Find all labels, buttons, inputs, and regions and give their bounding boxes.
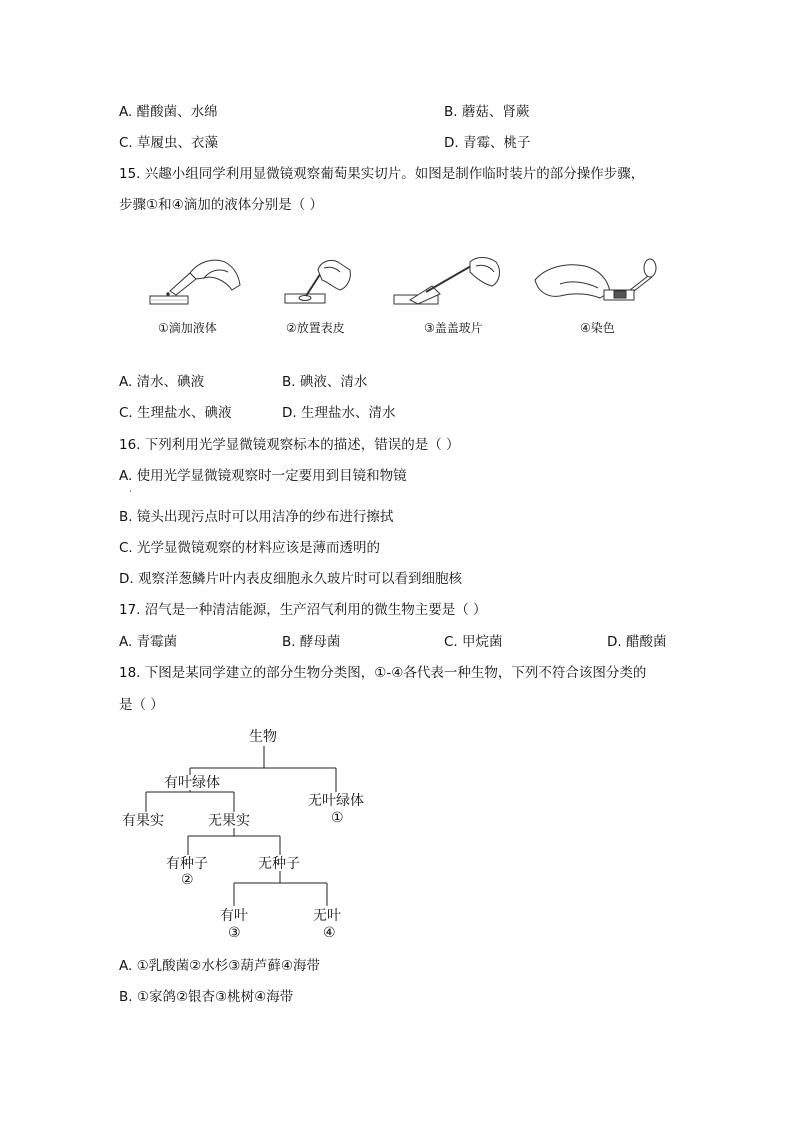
q15-option-a: A. 清水、碘液 xyxy=(119,374,205,390)
q17-option-c: C. 甲烷菌 xyxy=(444,634,503,650)
step3-caption: ③盖盖玻片 xyxy=(424,321,483,335)
q16-option-d: D. 观察洋葱鳞片叶内表皮细胞永久玻片时可以看到细胞核 xyxy=(119,571,462,587)
tree-no-seed: 无种子 xyxy=(258,856,300,872)
tree-no-fruit: 无果实 xyxy=(208,813,250,829)
step4-caption: ④染色 xyxy=(580,321,615,335)
q17-option-a: A. 青霉菌 xyxy=(119,634,178,650)
step1-caption: ①滴加液体 xyxy=(158,321,217,335)
q15-stem-line2: 步骤①和④滴加的液体分别是（ ） xyxy=(119,197,323,213)
q17-option-d: D. 醋酸菌 xyxy=(607,634,667,650)
q18-option-b: B. ①家鸽②银杏③桃树④海带 xyxy=(119,989,294,1005)
q16-stem: 16. 下列利用光学显微镜观察标本的描述，错误的是（ ） xyxy=(119,437,460,453)
q14-option-a: A. 醋酸菌、水绵 xyxy=(119,104,218,120)
q15-option-b: B. 碘液、清水 xyxy=(282,374,368,390)
tree-has-seed: 有种子 xyxy=(166,856,208,872)
q15-option-d: D. 生理盐水、清水 xyxy=(282,405,396,421)
q16-option-b: B. 镜头出现污点时可以用洁净的纱布进行擦拭 xyxy=(119,509,394,525)
q14-option-b: B. 蘑菇、肾蕨 xyxy=(444,104,530,120)
q16-option-c: C. 光学显微镜观察的材料应该是薄而透明的 xyxy=(119,540,381,556)
tree-no-leaf: 无叶 xyxy=(313,908,341,924)
tree-has-leaf: 有叶 xyxy=(220,908,248,924)
tree-circle-3: ③ xyxy=(228,925,241,941)
q15-option-c: C. 生理盐水、碘液 xyxy=(119,405,232,421)
emphasis-dot: · xyxy=(129,487,132,497)
tree-no-chlorophyll: 无叶绿体 xyxy=(308,793,364,809)
tree-has-fruit: 有果实 xyxy=(122,813,164,829)
q14-option-c: C. 草履虫、衣藻 xyxy=(119,135,219,151)
q15-stem-line1: 15. 兴趣小组同学利用显微镜观察葡萄果实切片。如图是制作临时装片的部分操作步骤， xyxy=(119,166,645,182)
q18-stem-line2: 是（ ） xyxy=(119,697,164,713)
q17-option-b: B. 酵母菌 xyxy=(282,634,341,650)
tree-root-organisms: 生物 xyxy=(249,729,277,745)
step2-caption: ②放置表皮 xyxy=(286,321,345,335)
q14-option-d: D. 青霉、桃子 xyxy=(444,135,531,151)
tree-has-chlorophyll: 有叶绿体 xyxy=(164,775,220,791)
q18-option-a: A. ①乳酸菌②水杉③葫芦藓④海带 xyxy=(119,958,320,974)
q18-stem-line1: 18. 下图是某同学建立的部分生物分类图，①-④各代表一种生物，下列不符合该图分类的 xyxy=(119,665,647,681)
q16-option-a: A. 使用光学显微镜观察时一定要用到目镜和物镜 xyxy=(119,468,407,484)
q17-stem: 17. 沼气是一种清洁能源，生产沼气利用的微生物主要是（ ） xyxy=(119,602,487,618)
tree-circle-4: ④ xyxy=(323,925,336,941)
tree-circle-2: ② xyxy=(181,872,194,888)
tree-circle-1: ① xyxy=(331,810,344,826)
